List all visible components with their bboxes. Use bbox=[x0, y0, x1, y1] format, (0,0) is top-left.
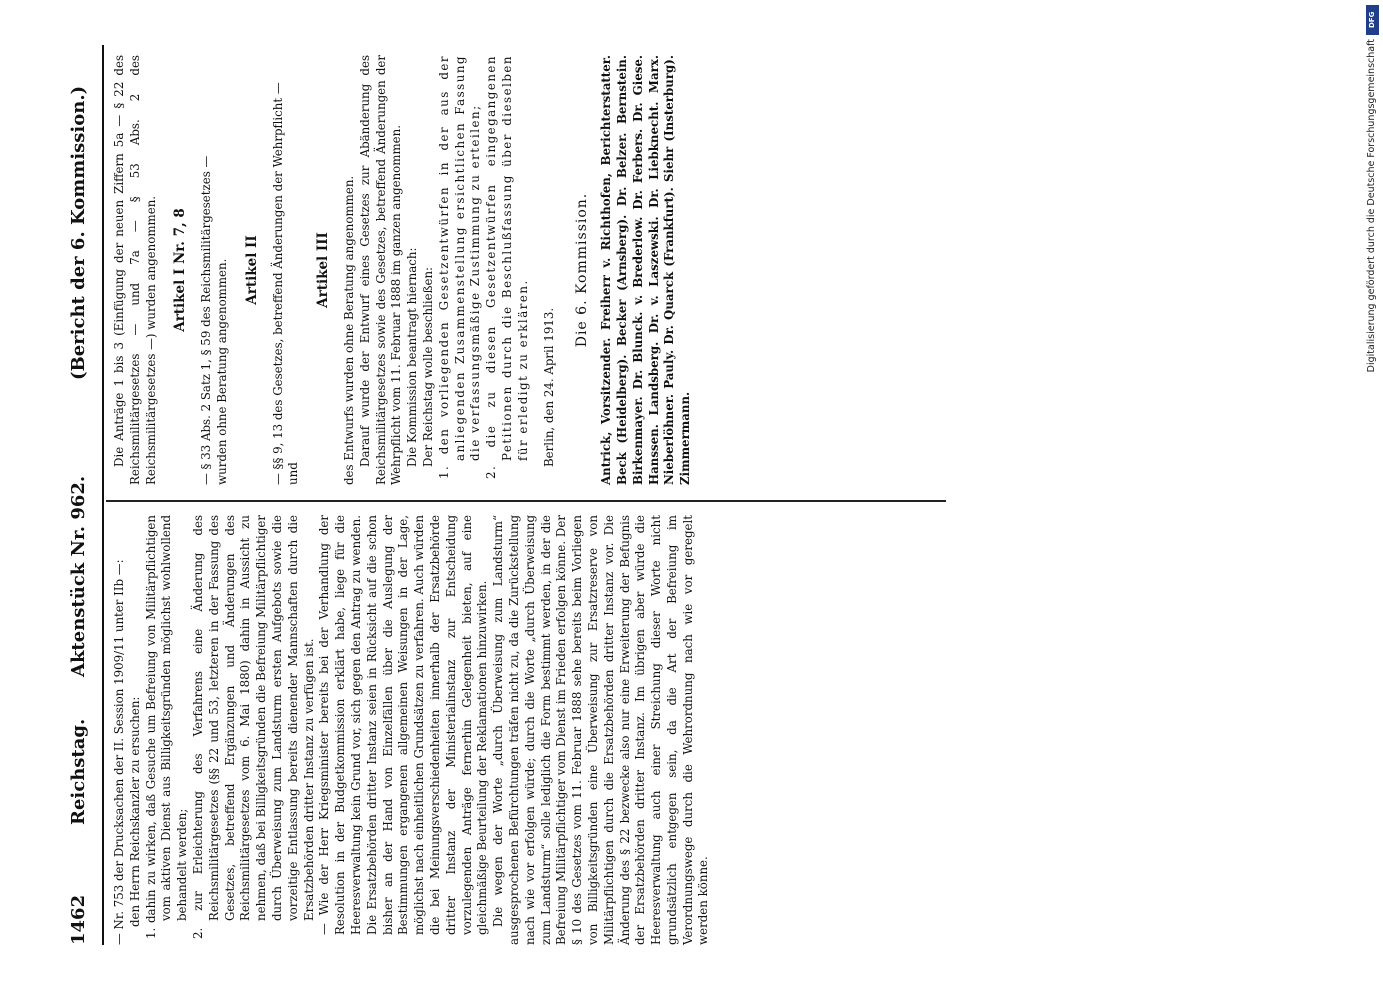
right-para-antraege: Die Anträge 1 bis 3 (Einfügung der neuen Ziffern 5a — § 22 des Reichsmilitärgesetzes — und 7a — § 53 Abs. 2 des Reichsmilitärgesetzes —) wurden angenommen. bbox=[112, 55, 158, 485]
header-bericht: (Bericht der 6. Kommission.) bbox=[68, 85, 89, 380]
artikel-1-text: — § 33 Abs. 2 Satz 1, § 59 des Reichsmilitärgesetzes — bbox=[199, 155, 214, 485]
artikel-1-result: wurden ohne Beratung angenommen. bbox=[214, 258, 229, 485]
column-divider bbox=[106, 501, 946, 503]
right-para-darauf: Darauf wurde der Entwurf eines Gesetzes zur Abänderung des Reichsmilitärgesetzes sowie des Gesetzes, betreffend Änderungen der Wehrpflicht vom 11. Februar 1888 im ganzen angenommen. bbox=[357, 55, 404, 485]
right-column bbox=[112, 55, 694, 485]
left-item-2: 2. zur Erleichterung des Verfahrens eine Änderung des Reichsmilitärgesetzes (§§ 22 und 53, letzteren in der Fassung des Gesetzes, betreffend Ergänzungen und Änderungen des Reichsmilitärgesetzes vom 6. Mai 1880) dahin in Aussicht zu nehmen, daß bei Billigkeitsgründen die Befreiung Militärpflichtiger durch Überweisung zum Landsturm ersten Aufgebots sowie die vorzeitige Entlassung bereits dienender Mannschaften durch die Ersatzbehörden dritter Instanz zu verfügen ist. bbox=[190, 515, 316, 939]
page-number: 1462 bbox=[68, 894, 89, 945]
left-para-landsturm: Die wegen der Worte „durch Überweisung zum Landsturm“ ausgesprochenen Befürchtungen träfen nicht zu, da die Zurückstellung nach wie vor erfolgen würde; durch die Worte „durch Überweisung zum Landsturm“ solle lediglich die Form bestimmt werden, in der die Befreiung Militärpflichtiger vom Dienst im Frieden erfolgen könne. Der § 10 des Gesetzes vom 11. Februar 1888 sehe bereits beim Vorliegen von Billigkeitsgründen eine Überweisung zur Ersatzreserve von Militärpflichtigen durch die Ersatzbehörden dritter Instanz vor. Die Änderung des § 22 bezwecke also nur eine Erweiterung der Befugnis der Ersatzbehörden dritter Instanz. Im übrigen aber würde die Heeresverwaltung auch einer Streichung dieser Worte nicht grundsätzlich entgegen sein, da die Art der Befreiung im Verordnungswege durch die Wehrordnung nach wie vor geregelt werden könne. bbox=[491, 515, 711, 945]
right-item-1: 1. den vorliegenden Gesetzentwürfen in der aus der anliegenden Zusammenstellung ersichtlichen Fassung die verfassungsmäßige Zustimmung zu erteilen; bbox=[436, 55, 483, 479]
artikel-3-text: des Entwurfs wurden ohne Beratung angenommen. bbox=[341, 175, 356, 485]
left-column bbox=[112, 515, 712, 945]
left-para-reference: — Nr. 753 der Drucksachen der II. Session 1909/11 unter IIb —: bbox=[112, 559, 126, 945]
header-rule bbox=[102, 45, 104, 945]
heading-artikel-2: Artikel II bbox=[243, 235, 260, 305]
signature-title: Die 6. Kommission. bbox=[574, 192, 591, 348]
left-para-ersuchen: den Herrn Reichskanzler zu ersuchen: bbox=[127, 696, 142, 927]
rotated-document-page bbox=[50, 45, 950, 945]
left-item-1: 1. dahin zu wirken, daß Gesuche um Befreiung von Militärpflichtigen vom aktiven Dienst aus Billigkeitsgründen möglichst wohlwollend behandelt werden; bbox=[143, 515, 190, 939]
page-header bbox=[62, 45, 102, 945]
right-para-reichstag: Der Reichstag wolle beschließen: bbox=[420, 266, 435, 467]
right-item-2: 2. die zu diesen Gesetzentwürfen eingegangenen Petitionen durch die Beschlußfassung über dieselben für erledigt zu erklären. bbox=[484, 55, 530, 479]
heading-artikel-1: Artikel I Nr. 7, 8 bbox=[172, 208, 189, 332]
date-line: Berlin, den 24. April 1913. bbox=[541, 307, 556, 467]
left-para-kriegsminister: — Wie der Herr Kriegsminister bereits bei der Verhandlung der Resolution in der Budgetkommission erklärt habe, liege für die Heeresverwaltung kein Grund vor, sich gegen den Antrag zu wenden. Die Ersatzbehörden dritter Instanz seien in Rücksicht auf die schon bisher an der Hand von Einzelfällen über die Auslegung der Bestimmungen ergangenen allgemeinen Weisungen in der Lage, möglichst nach einheitlichen Grundsätzen zu verfahren. Auch würden die bei Meinungsverschiedenheiten innerhalb der Ersatzbehörde dritter Instanz der Ministerialinstanz zur Entscheidung vorzulegenden Anträge fernerhin Gelegenheit bieten, auf eine gleichmäßige Beurteilung der Reklamationen hinzuwirken. bbox=[317, 515, 490, 935]
header-aktenstueck: Aktenstück Nr. 962. bbox=[68, 475, 89, 677]
text-und: und bbox=[286, 462, 301, 485]
digitization-credit bbox=[1366, 5, 1380, 785]
right-para-kommission: Die Kommission beantragt hiernach: bbox=[405, 247, 420, 467]
credit-text: Digitalisierung gefördert durch die Deutsche Forschungsgemeinschaft bbox=[1366, 39, 1377, 373]
artikel-2-text: — §§ 9, 13 des Gesetzes, betreffend Änderungen der Wehrpflicht — bbox=[270, 82, 285, 485]
heading-artikel-3: Artikel III bbox=[315, 232, 332, 308]
header-reichstag: Reichstag. bbox=[68, 718, 89, 825]
signature-list: Antrick, Vorsitzender. Freiherr v. Richthofen, Berichterstatter. Beck (Heidelberg). Becker (Arnsberg). Dr. Belzer. Bernstein. Birkenmayer. Dr. Blunck. v. Brederlow. Dr. Ferbers. Dr. Giese. Hanssen. Landsberg. Dr. v. Laszewski. Dr. Liebknecht. Marx. Nieberlöhner. Pauly. Dr. Quarck (Frankfurt). Siehr (Insterburg). Zimmermann. bbox=[599, 55, 693, 485]
dfg-logo: DFG bbox=[1366, 5, 1379, 35]
